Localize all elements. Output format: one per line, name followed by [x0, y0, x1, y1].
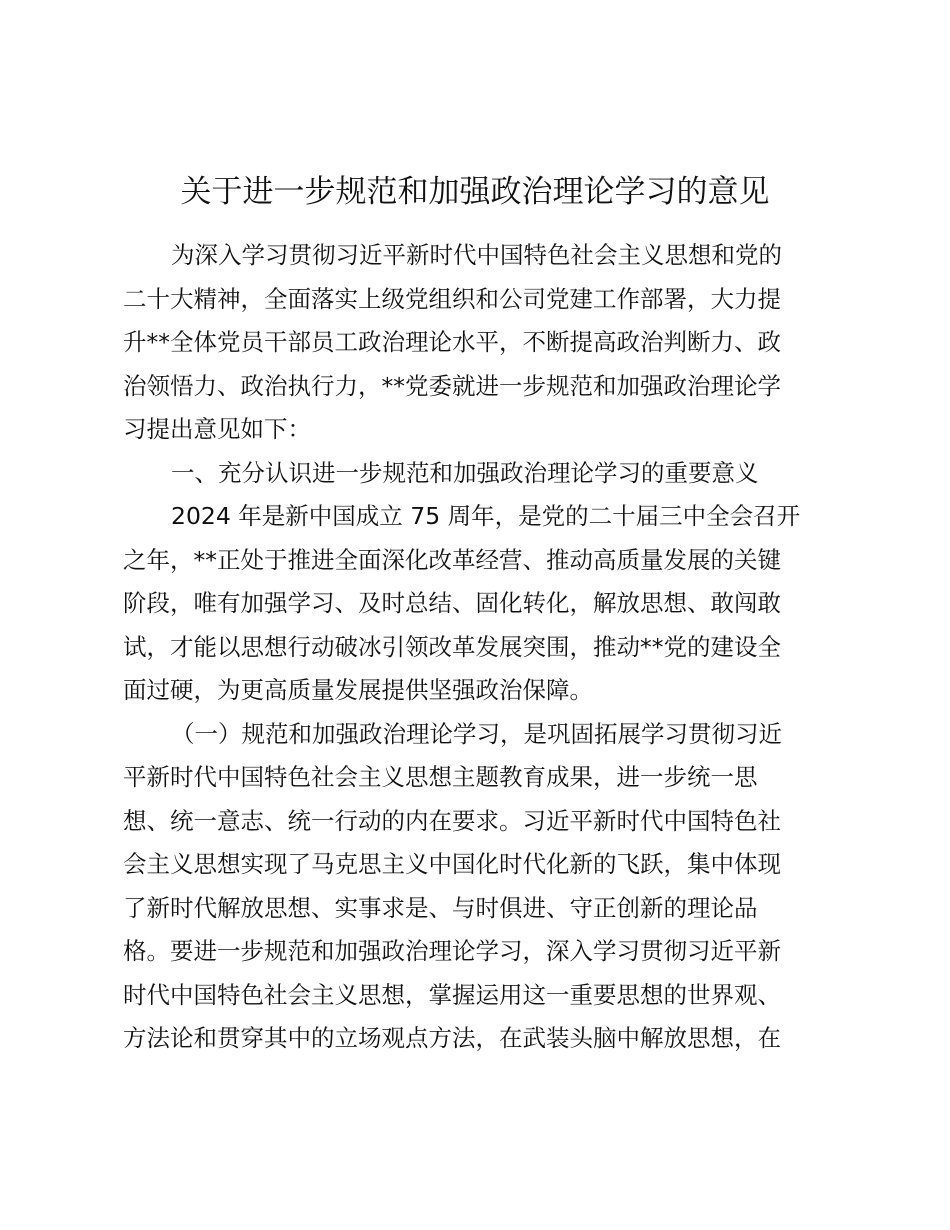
body-line: 试，才能以思想行动破冰引领改革发展突围，推动**党的建设全 [123, 632, 781, 661]
body-line: 习提出意见如下： [123, 415, 311, 443]
body-line: 格。要进一步规范和加强政治理论学习，深入学习贯彻习近平新 [123, 937, 781, 965]
body-line: 会主义思想实现了马克思主义中国化时代化新的飞跃，集中体现 [123, 850, 781, 878]
body-line: 之年，**正处于推进全面深化改革经营、推动高质量发展的关键 [123, 545, 781, 574]
body-line: 时代中国特色社会主义思想，掌握运用这一重要思想的世界观、 [123, 980, 781, 1009]
body-line: 平新时代中国特色社会主义思想主题教育成果，进一步统一思 [123, 763, 758, 791]
body-line: 方法论和贯穿其中的立场观点方法，在武装头脑中解放思想，在 [123, 1024, 781, 1052]
body-line: 治领悟力、政治执行力，**党委就进一步规范和加强政治理论学 [123, 371, 781, 400]
body-line: 二十大精神，全面落实上级党组织和公司党建工作部署，大力提 [123, 284, 781, 313]
document-body [123, 234, 828, 1061]
body-line: （一）规范和加强政治理论学习，是巩固拓展学习贯彻习近 [171, 719, 782, 748]
body-line: 面过硬，为更高质量发展提供坚强政治保障。 [123, 676, 593, 704]
body-line: 升**全体党员干部员工政治理论水平，不断提高政治判断力、政 [123, 328, 781, 356]
document-title: 关于进一步规范和加强政治理论学习的意见 [180, 174, 770, 210]
body-line: 了新时代解放思想、实事求是、与时俱进、守正创新的理论品 [123, 893, 758, 922]
body-line: 2024 年是新中国成立 75 周年，是党的二十届三中全会召开 [171, 502, 801, 530]
body-line: 阶段，唯有加强学习、及时总结、固化转化，解放思想、敢闯敢 [123, 589, 781, 617]
body-line: 一、充分认识进一步规范和加强政治理论学习的重要意义 [171, 458, 759, 487]
body-line: 想、统一意志、统一行动的内在要求。习近平新时代中国特色社 [123, 806, 781, 835]
body-line: 为深入学习贯彻习近平新时代中国特色社会主义思想和党的 [171, 241, 782, 269]
